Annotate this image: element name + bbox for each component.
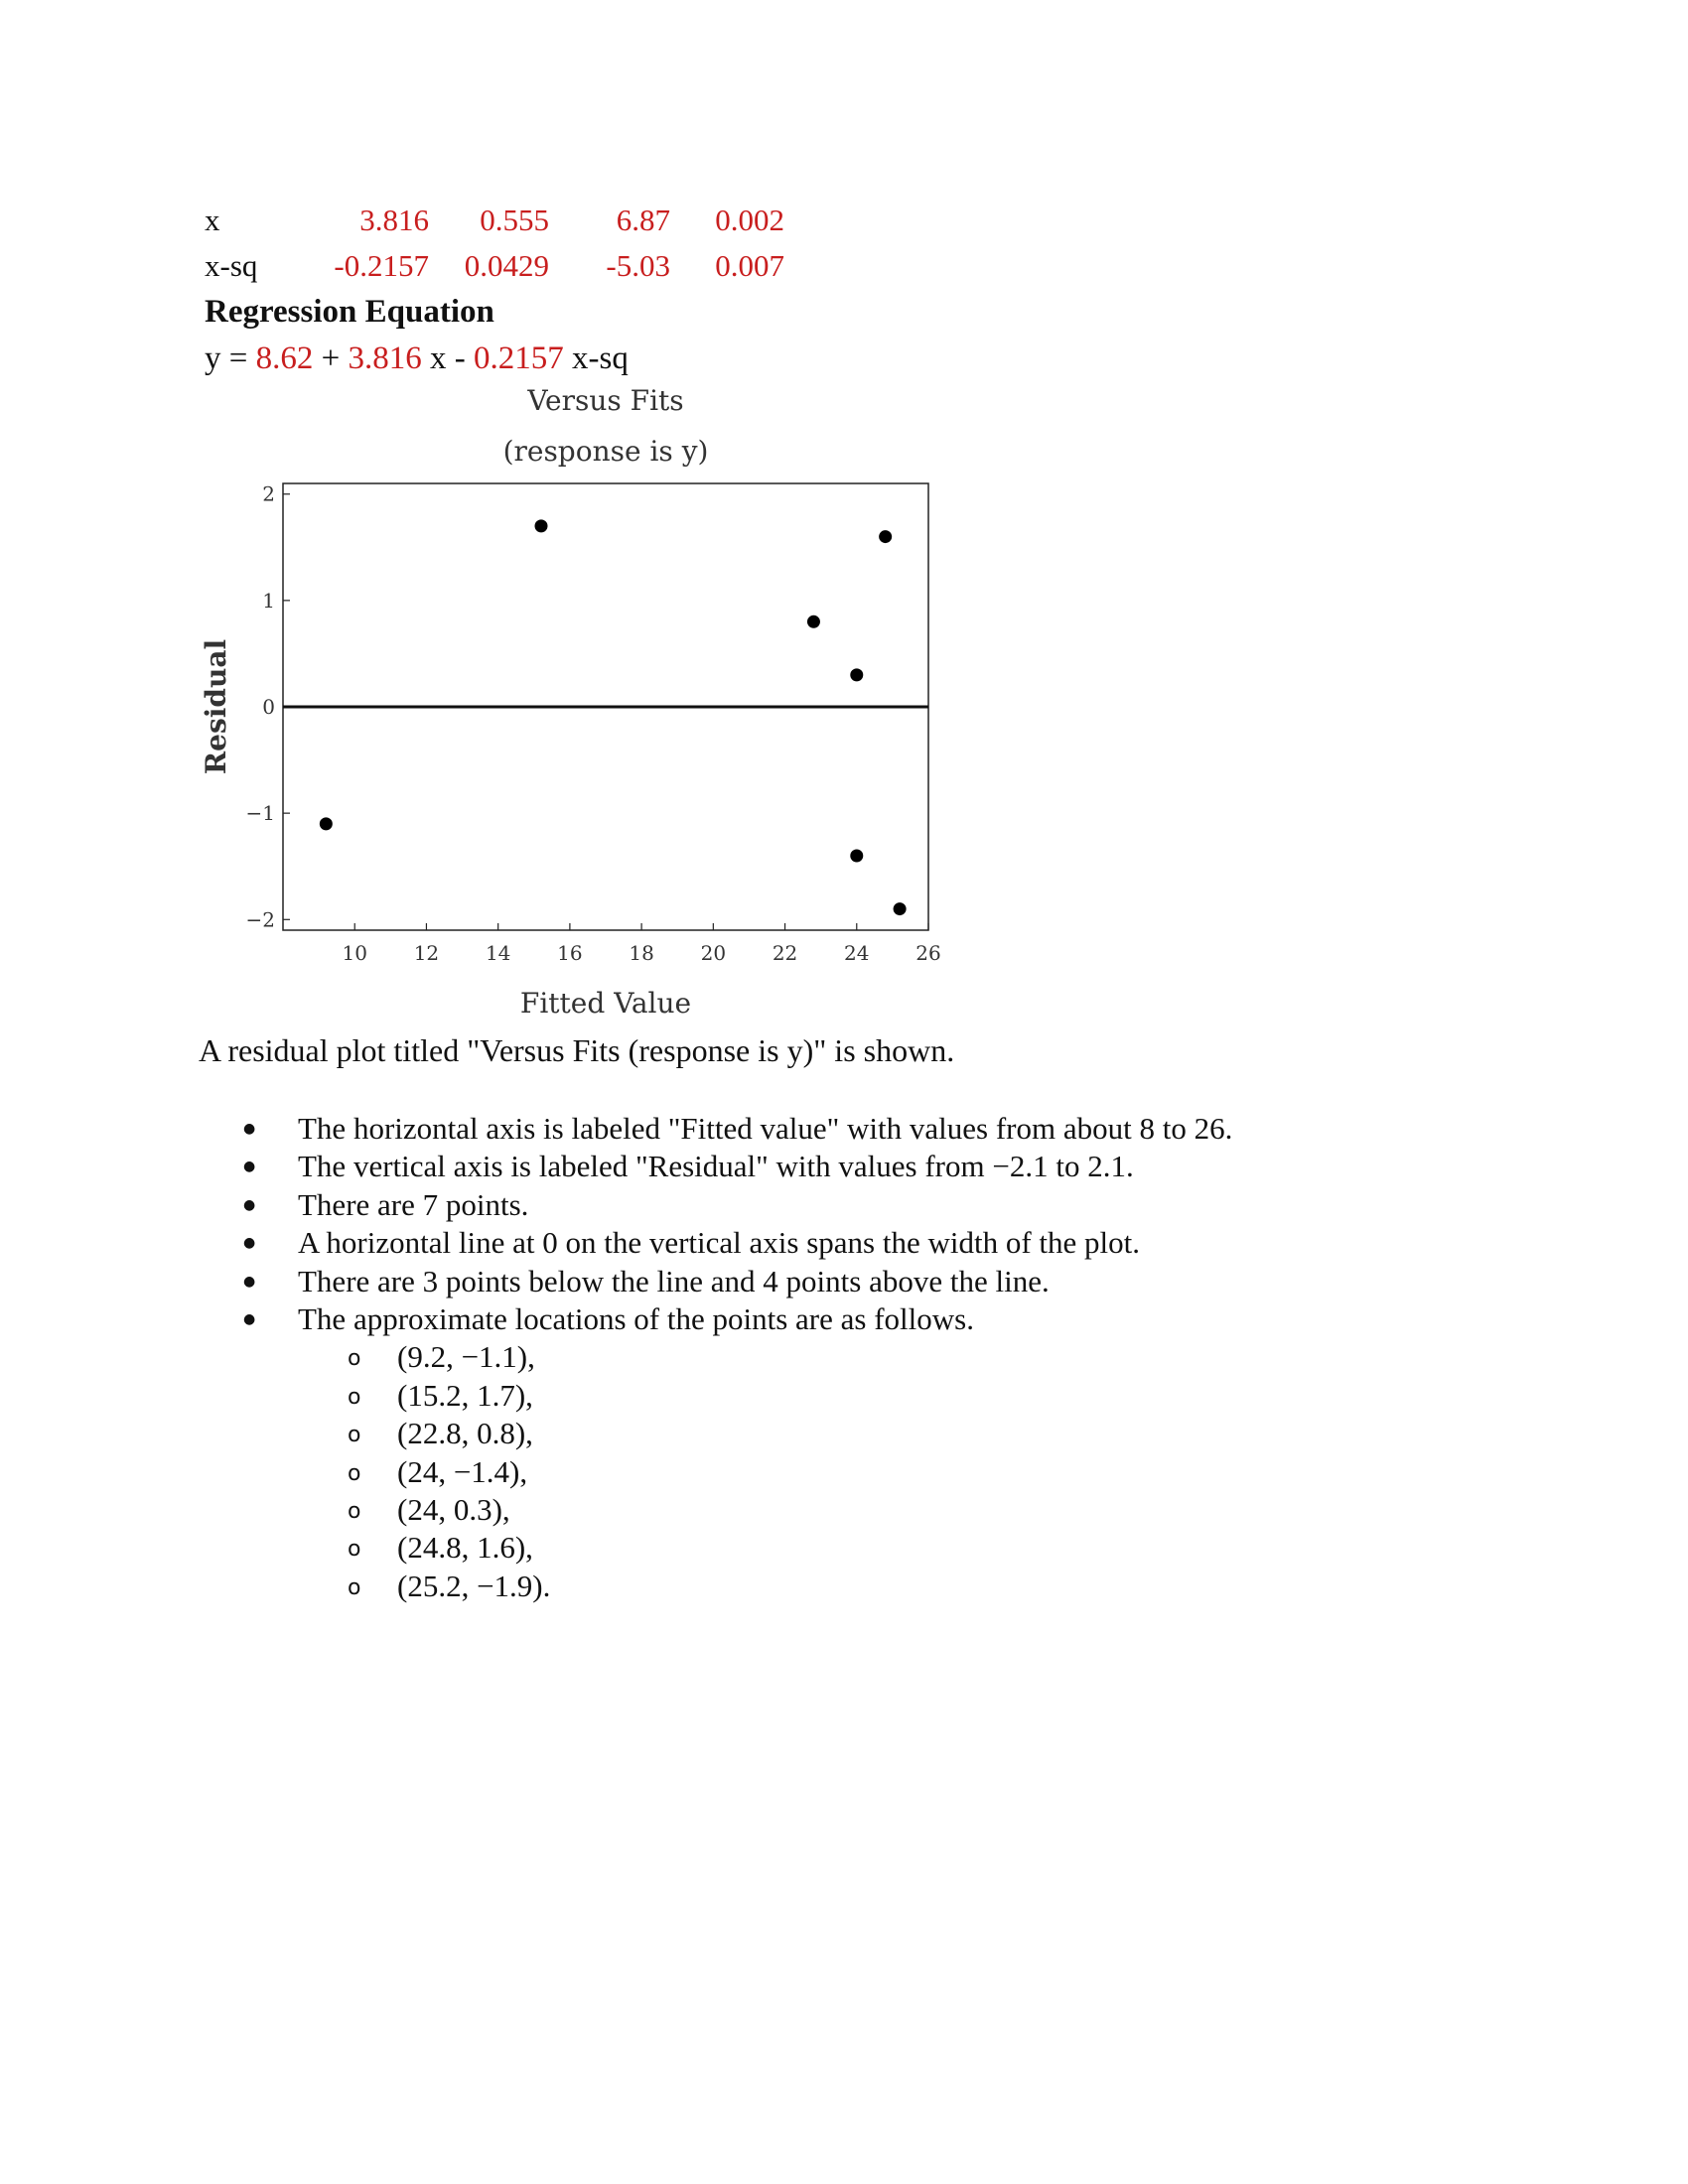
point-item: o (24, −1.4), bbox=[298, 1453, 1589, 1491]
eq-b2: 0.2157 bbox=[474, 341, 564, 376]
coef-x-sq: -0.2157 bbox=[334, 248, 429, 283]
regression-equation-heading: Regression Equation bbox=[205, 294, 494, 330]
data-point bbox=[535, 519, 548, 532]
p-x-sq: 0.007 bbox=[715, 248, 784, 283]
bullet-item bbox=[199, 1300, 1589, 1605]
data-point bbox=[879, 530, 892, 543]
y-tick-label: −1 bbox=[245, 801, 275, 826]
t-x: 6.87 bbox=[616, 203, 670, 237]
point-item: o (9.2, −1.1), bbox=[298, 1338, 1589, 1376]
t-x-sq: -5.03 bbox=[606, 248, 670, 283]
residual-plot bbox=[189, 377, 983, 1032]
y-axis-label: Residual bbox=[200, 638, 232, 775]
bullet-item: ● The vertical axis is labeled "Residual" with values from −2.1 to 2.1. bbox=[199, 1148, 1589, 1185]
chart-title: Versus Fits bbox=[527, 384, 684, 417]
plot-root bbox=[200, 384, 941, 1020]
eq-b1: 3.816 bbox=[348, 341, 422, 376]
y-tick-label: 0 bbox=[262, 695, 275, 719]
summary-text: A residual plot titled "Versus Fits (response is y)" is shown. bbox=[199, 1032, 955, 1068]
se-x-sq: 0.0429 bbox=[464, 248, 549, 283]
regression-equation bbox=[205, 341, 629, 377]
point-item: o (15.2, 1.7), bbox=[298, 1377, 1589, 1415]
chart-subtitle: (response is y) bbox=[502, 435, 709, 468]
x-tick-label: 26 bbox=[915, 941, 941, 965]
point-item: o (25.2, −1.9). bbox=[298, 1568, 1589, 1605]
eq-op1: + bbox=[313, 341, 349, 376]
bullet-item: ● A horizontal line at 0 on the vertical axis spans the width of the plot. bbox=[199, 1224, 1589, 1262]
data-point bbox=[807, 615, 820, 628]
x-tick-label: 10 bbox=[342, 941, 367, 965]
term-x: x bbox=[205, 203, 220, 237]
point-item: o (24, 0.3), bbox=[298, 1491, 1589, 1529]
point-item: o (22.8, 0.8), bbox=[298, 1415, 1589, 1452]
data-point bbox=[894, 902, 907, 915]
eq-var1: x - bbox=[421, 341, 474, 376]
x-tick-label: 22 bbox=[772, 941, 798, 965]
bullet-item: ● There are 3 points below the line and 4 points above the line. bbox=[199, 1263, 1589, 1300]
y-tick-label: −2 bbox=[245, 907, 275, 932]
y-tick-label: 2 bbox=[262, 481, 275, 506]
x-tick-label: 24 bbox=[844, 941, 870, 965]
point-item: o (24.8, 1.6), bbox=[298, 1529, 1589, 1567]
x-tick-label: 12 bbox=[413, 941, 440, 965]
x-axis-label: Fitted Value bbox=[519, 987, 692, 1020]
y-tick-label: 1 bbox=[262, 588, 275, 613]
p-x: 0.002 bbox=[715, 203, 784, 237]
x-tick-label: 20 bbox=[700, 941, 727, 965]
x-tick-label: 16 bbox=[557, 941, 583, 965]
eq-intercept: 8.62 bbox=[255, 341, 314, 376]
bullet-text: The approximate locations of the points are as follows. bbox=[298, 1301, 974, 1337]
x-tick-label: 18 bbox=[629, 941, 654, 965]
data-point bbox=[320, 817, 333, 830]
point-list bbox=[298, 1338, 1589, 1605]
description-list bbox=[199, 1110, 1589, 1605]
x-tick-label: 14 bbox=[485, 941, 511, 965]
term-x-sq: x-sq bbox=[205, 248, 258, 283]
bullet-item: ● The horizontal axis is labeled "Fitted value" with values from about 8 to 26. bbox=[199, 1110, 1589, 1148]
eq-prefix: y = bbox=[205, 341, 256, 376]
eq-var2: x-sq bbox=[563, 341, 629, 376]
data-point bbox=[850, 668, 863, 681]
coef-x: 3.816 bbox=[359, 203, 429, 237]
data-point bbox=[850, 850, 863, 863]
bullet-item: ● There are 7 points. bbox=[199, 1186, 1589, 1224]
se-x: 0.555 bbox=[480, 203, 549, 237]
